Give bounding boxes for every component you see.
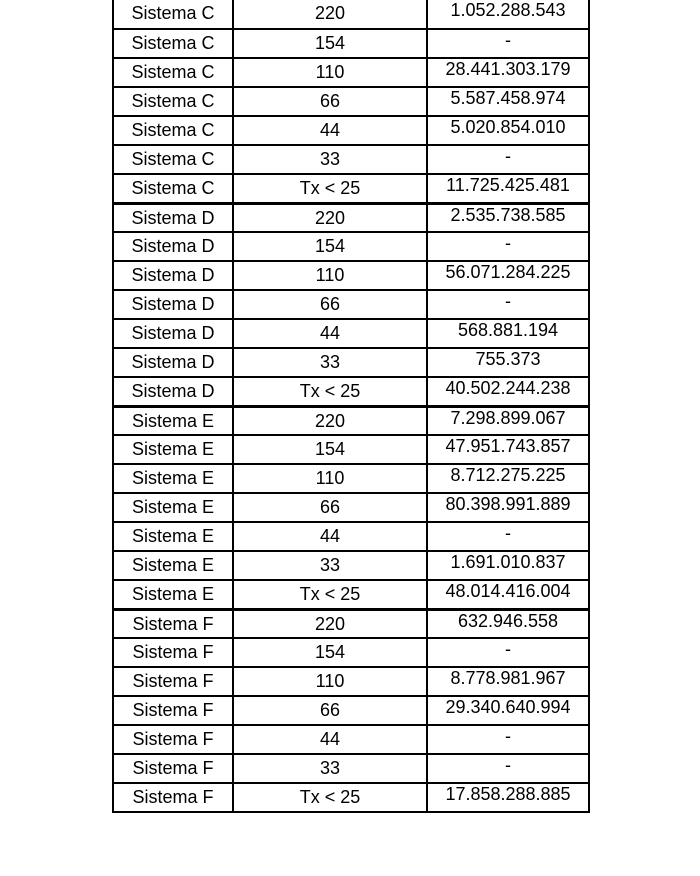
value-cell: 48.014.416.004 bbox=[427, 580, 589, 609]
system-cell: Sistema E bbox=[113, 493, 233, 522]
value-cell: 5.020.854.010 bbox=[427, 116, 589, 145]
value-cell: 47.951.743.857 bbox=[427, 435, 589, 464]
table-row bbox=[113, 290, 589, 319]
table-row bbox=[113, 609, 589, 638]
system-cell: Sistema E bbox=[113, 406, 233, 435]
value-cell: 11.725.425.481 bbox=[427, 174, 589, 203]
system-cell: Sistema F bbox=[113, 783, 233, 812]
value-cell: - bbox=[427, 145, 589, 174]
system-cell: Sistema C bbox=[113, 58, 233, 87]
value-cell: 568.881.194 bbox=[427, 319, 589, 348]
value-cell: 7.298.899.067 bbox=[427, 406, 589, 435]
value-cell: 17.858.288.885 bbox=[427, 783, 589, 812]
voltage-cell: 66 bbox=[233, 493, 427, 522]
voltage-cell: Tx < 25 bbox=[233, 580, 427, 609]
system-cell: Sistema F bbox=[113, 754, 233, 783]
value-cell: 8.778.981.967 bbox=[427, 667, 589, 696]
value-cell: - bbox=[427, 638, 589, 667]
table-row bbox=[113, 174, 589, 203]
voltage-cell: 66 bbox=[233, 290, 427, 319]
table-row bbox=[113, 638, 589, 667]
value-cell: - bbox=[427, 232, 589, 261]
voltage-cell: 44 bbox=[233, 725, 427, 754]
value-cell: - bbox=[427, 725, 589, 754]
system-cell: Sistema D bbox=[113, 377, 233, 406]
value-cell: 755.373 bbox=[427, 348, 589, 377]
system-cell: Sistema F bbox=[113, 696, 233, 725]
value-cell: - bbox=[427, 522, 589, 551]
voltage-cell: 33 bbox=[233, 348, 427, 377]
system-cell: Sistema C bbox=[113, 87, 233, 116]
table-row bbox=[113, 145, 589, 174]
table-row bbox=[113, 667, 589, 696]
voltage-cell: 110 bbox=[233, 464, 427, 493]
system-cell: Sistema E bbox=[113, 551, 233, 580]
system-cell: Sistema D bbox=[113, 232, 233, 261]
system-voltage-table bbox=[112, 0, 590, 813]
system-cell: Sistema D bbox=[113, 261, 233, 290]
value-cell: 40.502.244.238 bbox=[427, 377, 589, 406]
voltage-cell: 154 bbox=[233, 638, 427, 667]
voltage-cell: 154 bbox=[233, 232, 427, 261]
voltage-cell: Tx < 25 bbox=[233, 783, 427, 812]
voltage-cell: 66 bbox=[233, 696, 427, 725]
system-cell: Sistema F bbox=[113, 725, 233, 754]
value-cell: - bbox=[427, 290, 589, 319]
voltage-cell: 33 bbox=[233, 551, 427, 580]
table-body bbox=[113, 0, 589, 812]
voltage-cell: 44 bbox=[233, 522, 427, 551]
value-cell: 5.587.458.974 bbox=[427, 87, 589, 116]
table-row bbox=[113, 580, 589, 609]
table-row bbox=[113, 464, 589, 493]
system-cell: Sistema E bbox=[113, 522, 233, 551]
table-row bbox=[113, 58, 589, 87]
table-row bbox=[113, 319, 589, 348]
table-row bbox=[113, 551, 589, 580]
voltage-cell: 220 bbox=[233, 203, 427, 232]
system-cell: Sistema D bbox=[113, 348, 233, 377]
voltage-cell: 44 bbox=[233, 319, 427, 348]
system-cell: Sistema C bbox=[113, 0, 233, 29]
table-row bbox=[113, 87, 589, 116]
value-cell: 1.052.288.543 bbox=[427, 0, 589, 29]
voltage-cell: 66 bbox=[233, 87, 427, 116]
voltage-cell: Tx < 25 bbox=[233, 377, 427, 406]
table-row bbox=[113, 406, 589, 435]
voltage-cell: Tx < 25 bbox=[233, 174, 427, 203]
voltage-cell: 44 bbox=[233, 116, 427, 145]
voltage-cell: 33 bbox=[233, 754, 427, 783]
system-cell: Sistema C bbox=[113, 29, 233, 58]
table-row bbox=[113, 232, 589, 261]
value-cell: 632.946.558 bbox=[427, 609, 589, 638]
table-row bbox=[113, 29, 589, 58]
system-cell: Sistema E bbox=[113, 464, 233, 493]
voltage-cell: 154 bbox=[233, 29, 427, 58]
value-cell: 8.712.275.225 bbox=[427, 464, 589, 493]
system-cell: Sistema C bbox=[113, 145, 233, 174]
table-row bbox=[113, 348, 589, 377]
value-cell: 2.535.738.585 bbox=[427, 203, 589, 232]
table-row bbox=[113, 203, 589, 232]
system-cell: Sistema D bbox=[113, 319, 233, 348]
system-cell: Sistema E bbox=[113, 435, 233, 464]
table-row bbox=[113, 754, 589, 783]
system-cell: Sistema D bbox=[113, 203, 233, 232]
voltage-cell: 110 bbox=[233, 261, 427, 290]
system-cell: Sistema F bbox=[113, 667, 233, 696]
voltage-cell: 154 bbox=[233, 435, 427, 464]
value-cell: - bbox=[427, 754, 589, 783]
voltage-cell: 110 bbox=[233, 58, 427, 87]
table-row bbox=[113, 116, 589, 145]
table-row bbox=[113, 377, 589, 406]
value-cell: - bbox=[427, 29, 589, 58]
voltage-cell: 220 bbox=[233, 406, 427, 435]
table-row bbox=[113, 261, 589, 290]
table-row bbox=[113, 493, 589, 522]
table-row bbox=[113, 435, 589, 464]
system-cell: Sistema F bbox=[113, 638, 233, 667]
table-row bbox=[113, 522, 589, 551]
system-cell: Sistema C bbox=[113, 174, 233, 203]
voltage-cell: 220 bbox=[233, 609, 427, 638]
voltage-cell: 220 bbox=[233, 0, 427, 29]
system-cell: Sistema D bbox=[113, 290, 233, 319]
value-cell: 28.441.303.179 bbox=[427, 58, 589, 87]
value-cell: 80.398.991.889 bbox=[427, 493, 589, 522]
table-row bbox=[113, 696, 589, 725]
table-row bbox=[113, 725, 589, 754]
voltage-cell: 110 bbox=[233, 667, 427, 696]
system-cell: Sistema C bbox=[113, 116, 233, 145]
voltage-cell: 33 bbox=[233, 145, 427, 174]
system-cell: Sistema E bbox=[113, 580, 233, 609]
table-row bbox=[113, 783, 589, 812]
value-cell: 29.340.640.994 bbox=[427, 696, 589, 725]
system-cell: Sistema F bbox=[113, 609, 233, 638]
value-cell: 1.691.010.837 bbox=[427, 551, 589, 580]
value-cell: 56.071.284.225 bbox=[427, 261, 589, 290]
table-row bbox=[113, 0, 589, 29]
